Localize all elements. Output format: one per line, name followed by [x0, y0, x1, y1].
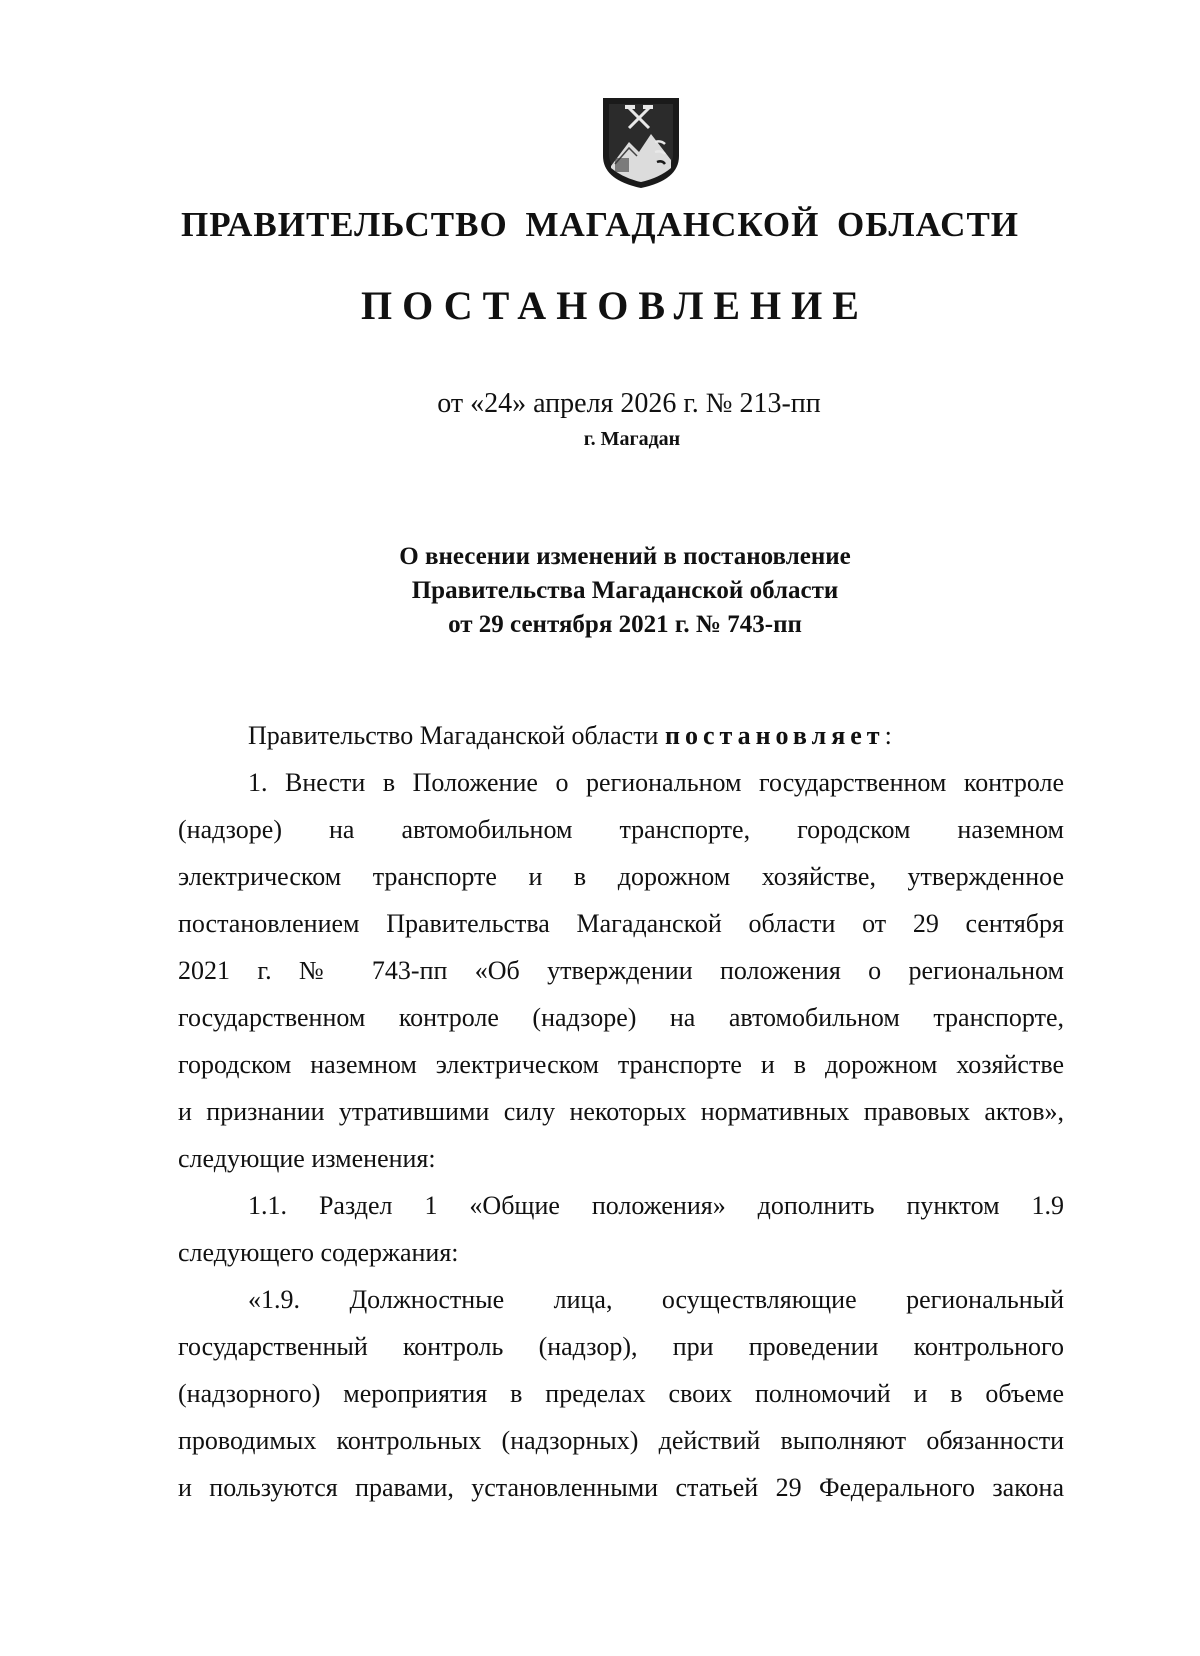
body-line: государственном контроле (надзоре) на автомобильном транспорте, — [178, 1003, 1064, 1032]
body-line: 1.1. Раздел 1 «Общие положения» дополнить пунктом 1.9 — [248, 1191, 1064, 1220]
body-line: государственный контроль (надзор), при проведении контрольного — [178, 1332, 1064, 1361]
body-line: и признании утратившими силу некоторых нормативных правовых актов», — [178, 1097, 1064, 1126]
body-line: электрическом транспорте и в дорожном хозяйстве, утвержденное — [178, 862, 1064, 891]
document-subject — [0, 540, 1200, 642]
document-body — [178, 712, 1064, 1511]
body-line: следующие изменения: — [178, 1144, 436, 1173]
preamble-prefix: Правительство Магаданской области — [248, 721, 665, 750]
document-date-number: от «24» апреля 2026 г. № 213-пп — [437, 388, 821, 419]
document-type: ПОСТАНОВЛЕНИЕ — [361, 283, 869, 328]
body-line: проводимых контрольных (надзорных) действий выполняют обязанности — [178, 1426, 1064, 1455]
document-city: г. Магадан — [583, 428, 681, 450]
preamble — [178, 712, 1064, 759]
subject-line: Правительства Магаданской области — [411, 577, 839, 604]
body-line: следующего содержания: — [178, 1238, 459, 1267]
preamble-verb: постановляет — [664, 721, 885, 750]
magadan-coat-of-arms-icon — [599, 94, 683, 190]
body-line: (надзорного) мероприятия в пределах своих полномочий и в объеме — [178, 1379, 1064, 1408]
body-line: «1.9. Должностные лица, осуществляющие региональный — [248, 1285, 1064, 1314]
body-line: постановлением Правительства Магаданской области от 29 сентября — [178, 909, 1064, 938]
government-title: ПРАВИТЕЛЬСТВО МАГАДАНСКОЙ ОБЛАСТИ — [180, 205, 1020, 244]
body-line: 1. Внести в Положение о региональном государственном контроле — [248, 768, 1064, 797]
body-line: городском наземном электрическом транспорте и в дорожном хозяйстве — [178, 1050, 1064, 1079]
body-line: 2021 г. № 743-пп «Об утверждении положения о региональном — [178, 956, 1064, 985]
subject-line: О внесении изменений в постановление — [399, 543, 851, 570]
preamble-suffix: : — [884, 721, 892, 750]
body-line: и пользуются правами, установленными статьей 29 Федерального закона — [178, 1473, 1064, 1502]
body-line: (надзоре) на автомобильном транспорте, городском наземном — [178, 815, 1064, 844]
subject-line: от 29 сентября 2021 г. № 743-пп — [448, 611, 802, 638]
